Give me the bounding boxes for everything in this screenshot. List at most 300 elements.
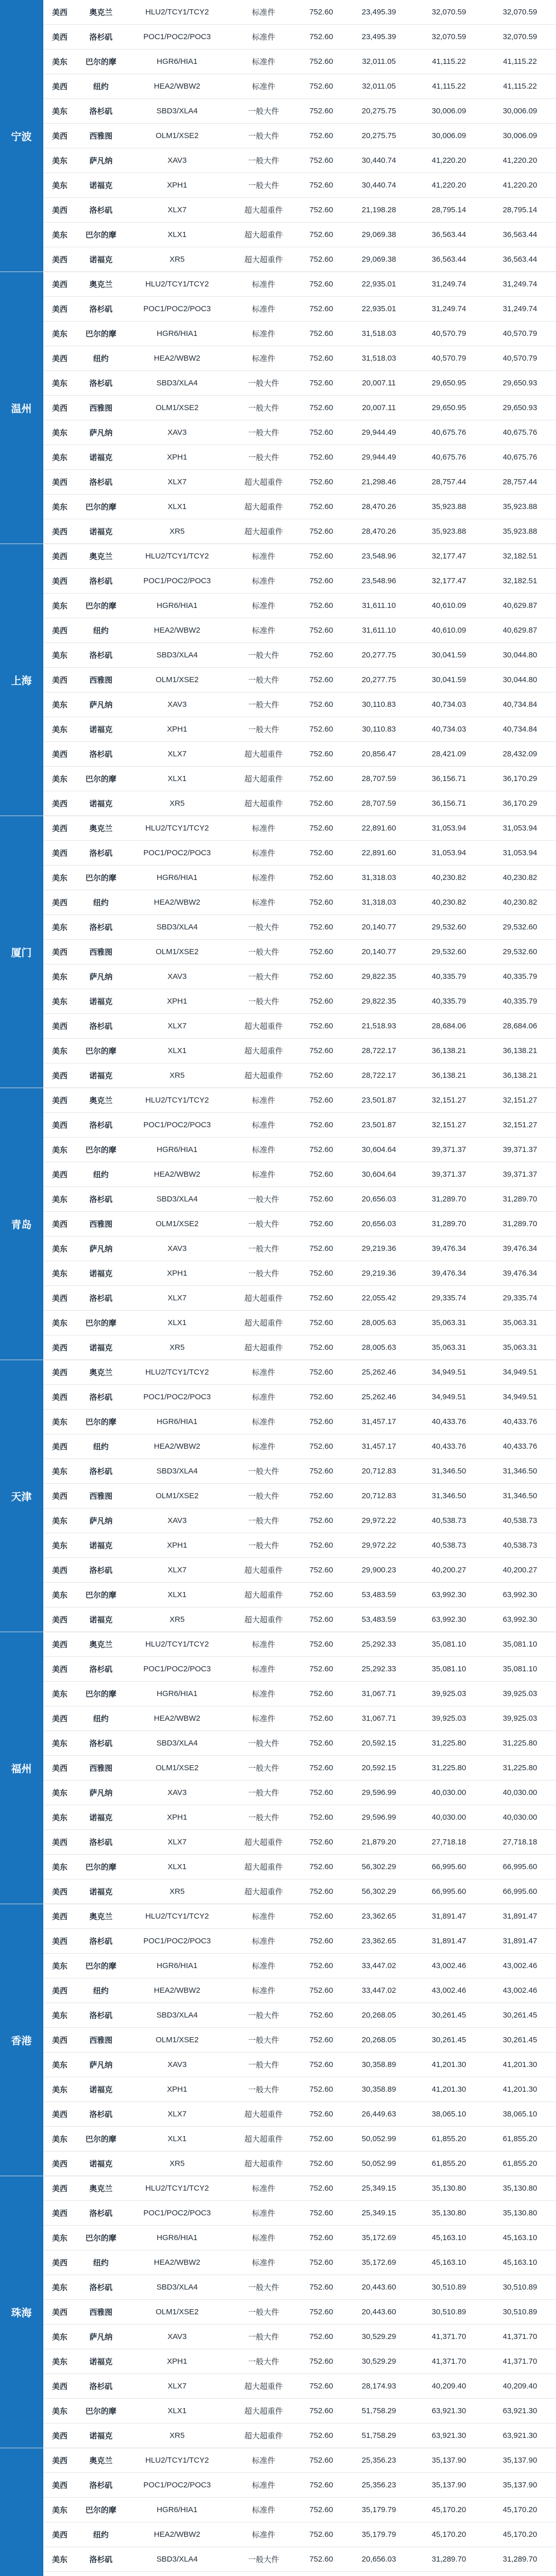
price-cell-3: 40,209.40 xyxy=(502,2382,537,2391)
route-cell: XLX1 xyxy=(167,1318,187,1327)
base-fee-cell: 752.60 xyxy=(309,2258,333,2267)
table-row xyxy=(43,2399,556,2424)
port-cell: 诺福克 xyxy=(89,1616,113,1624)
price-cell-2: 32,151.27 xyxy=(431,1096,466,1105)
price-cell-1: 28,005.63 xyxy=(361,1318,396,1327)
port-cell: 西雅图 xyxy=(89,2308,113,2317)
coast-cell: 美东 xyxy=(51,602,67,611)
price-cell-1: 29,822.35 xyxy=(361,972,396,981)
cargo-type-cell: 标准件 xyxy=(252,899,275,907)
route-cell: OLM1/XSE2 xyxy=(155,131,199,140)
table-row xyxy=(43,1583,556,1607)
price-cell-1: 26,449.63 xyxy=(361,2110,396,2119)
cargo-type-cell: 超大超重件 xyxy=(244,478,283,487)
price-cell-2: 61,855.20 xyxy=(431,2159,466,2168)
table-row xyxy=(43,2498,556,2522)
price-cell-2: 66,995.60 xyxy=(431,1887,466,1896)
base-fee-cell: 752.60 xyxy=(309,1219,333,1228)
base-fee-cell: 752.60 xyxy=(309,82,333,91)
table-row xyxy=(43,2547,556,2572)
table-row xyxy=(43,74,556,99)
base-fee-cell: 752.60 xyxy=(309,2233,333,2242)
base-fee-cell: 752.60 xyxy=(309,2332,333,2341)
price-cell-3: 40,200.27 xyxy=(502,1566,537,1574)
city-group xyxy=(0,1632,556,1904)
table-row xyxy=(43,1187,556,1212)
price-cell-1: 50,052.99 xyxy=(361,2159,396,2168)
price-cell-1: 28,722.17 xyxy=(361,1071,396,1080)
cargo-type-cell: 标准件 xyxy=(252,33,275,42)
price-cell-3: 45,163.10 xyxy=(502,2258,537,2267)
price-cell-3: 35,137.90 xyxy=(502,2481,537,2489)
cargo-type-cell: 一般大件 xyxy=(248,132,279,141)
price-cell-3: 29,650.93 xyxy=(502,403,537,412)
coast-cell: 美西 xyxy=(51,206,67,215)
table-row xyxy=(43,1509,556,1533)
base-fee-cell: 752.60 xyxy=(309,1887,333,1896)
price-cell-2: 31,053.94 xyxy=(431,849,466,857)
table-row xyxy=(43,544,556,569)
route-cell: XLX7 xyxy=(167,1566,187,1574)
cargo-type-cell: 一般大件 xyxy=(248,676,279,685)
coast-cell: 美西 xyxy=(51,1368,67,1377)
price-cell-3: 32,151.27 xyxy=(502,1096,537,1105)
port-cell: 诺福克 xyxy=(89,1814,113,1822)
price-cell-3: 31,053.94 xyxy=(502,849,537,857)
price-cell-2: 40,335.79 xyxy=(431,997,466,1006)
coast-cell: 美东 xyxy=(51,973,67,981)
table-row xyxy=(43,2522,556,2547)
price-cell-3: 63,921.30 xyxy=(502,2431,537,2440)
route-cell: XPH1 xyxy=(167,1541,187,1550)
table-row xyxy=(43,668,556,692)
coast-cell: 美东 xyxy=(51,1195,67,1204)
price-cell-1: 20,712.83 xyxy=(361,1467,396,1476)
table-row xyxy=(43,0,556,25)
cargo-type-cell: 标准件 xyxy=(252,1443,275,1451)
port-cell: 奥克兰 xyxy=(89,552,113,561)
table-row xyxy=(43,1632,556,1657)
port-cell: 洛杉矶 xyxy=(89,1022,113,1031)
coast-cell: 美西 xyxy=(51,1838,67,1847)
base-fee-cell: 752.60 xyxy=(309,8,333,16)
route-cell: HEA2/WBW2 xyxy=(153,2258,200,2267)
price-cell-3: 31,289.70 xyxy=(502,1219,537,1228)
price-cell-2: 40,570.79 xyxy=(431,329,466,338)
base-fee-cell: 752.60 xyxy=(309,1739,333,1748)
cargo-type-cell: 标准件 xyxy=(252,577,275,586)
price-cell-1: 20,277.75 xyxy=(361,675,396,684)
port-cell: 洛杉矶 xyxy=(89,33,113,42)
port-cell: 诺福克 xyxy=(89,2086,113,2094)
route-rows xyxy=(43,816,556,1088)
table-row xyxy=(43,1459,556,1484)
coast-cell: 美东 xyxy=(51,651,67,660)
coast-cell: 美西 xyxy=(51,2036,67,2045)
route-cell: HGR6/HIA1 xyxy=(157,57,198,66)
route-cell: POC1/POC2/POC3 xyxy=(143,1665,211,1673)
price-cell-3: 35,923.88 xyxy=(502,502,537,511)
table-row xyxy=(43,272,556,297)
price-cell-1: 25,292.33 xyxy=(361,1640,396,1649)
price-cell-2: 36,156.71 xyxy=(431,799,466,808)
price-cell-3: 29,650.93 xyxy=(502,379,537,387)
price-cell-2: 30,041.59 xyxy=(431,651,466,659)
base-fee-cell: 752.60 xyxy=(309,206,333,214)
table-row xyxy=(43,2201,556,2226)
table-row xyxy=(43,989,556,1014)
base-fee-cell: 752.60 xyxy=(309,2060,333,2069)
price-cell-2: 63,992.30 xyxy=(431,1615,466,1624)
coast-cell: 美西 xyxy=(51,849,67,858)
table-row xyxy=(43,2028,556,2053)
price-cell-2: 41,201.30 xyxy=(431,2085,466,2094)
price-cell-3: 41,371.70 xyxy=(502,2357,537,2366)
route-cell: POC1/POC2/POC3 xyxy=(143,849,211,857)
price-cell-3: 43,002.46 xyxy=(502,1986,537,1995)
table-row xyxy=(43,49,556,74)
base-fee-cell: 752.60 xyxy=(309,2110,333,2119)
table-row xyxy=(43,371,556,396)
cargo-type-cell: 超大超重件 xyxy=(244,2110,283,2119)
port-cell: 诺福克 xyxy=(89,800,113,808)
coast-cell: 美东 xyxy=(51,1467,67,1476)
port-cell: 萨凡纳 xyxy=(89,429,113,437)
route-cell: SBD3/XLA4 xyxy=(156,1195,198,1204)
cargo-type-cell: 一般大件 xyxy=(248,2283,279,2292)
price-cell-2: 29,650.95 xyxy=(431,403,466,412)
coast-cell: 美东 xyxy=(51,1739,67,1748)
price-cell-3: 30,044.80 xyxy=(502,675,537,684)
route-cell: OLM1/XSE2 xyxy=(155,1219,199,1228)
route-cell: XAV3 xyxy=(167,156,187,165)
route-rows xyxy=(43,1904,556,2176)
table-row xyxy=(43,99,556,124)
port-cell: 西雅图 xyxy=(89,1764,113,1773)
base-fee-cell: 752.60 xyxy=(309,1145,333,1154)
cargo-type-cell: 标准件 xyxy=(252,1937,275,1946)
route-cell: OLM1/XSE2 xyxy=(155,1492,199,1500)
cargo-type-cell: 标准件 xyxy=(252,626,275,635)
table-row xyxy=(43,1385,556,1410)
coast-cell: 美东 xyxy=(51,2555,67,2564)
base-fee-cell: 752.60 xyxy=(309,1318,333,1327)
base-fee-cell: 752.60 xyxy=(309,1096,333,1105)
route-cell: XLX7 xyxy=(167,2382,187,2391)
price-cell-3: 39,925.03 xyxy=(502,1714,537,1723)
route-cell: HEA2/WBW2 xyxy=(153,2530,200,2539)
port-cell: 诺福克 xyxy=(89,2432,113,2441)
price-cell-1: 20,656.03 xyxy=(361,2555,396,2564)
table-row xyxy=(43,1063,556,1088)
port-cell: 洛杉矶 xyxy=(89,923,113,932)
cargo-type-cell: 标准件 xyxy=(252,1096,275,1105)
price-cell-3: 39,371.37 xyxy=(502,1170,537,1179)
port-cell: 奥克兰 xyxy=(89,2456,113,2465)
price-cell-1: 28,470.26 xyxy=(361,502,396,511)
cargo-type-cell: 一般大件 xyxy=(248,379,279,388)
port-cell: 西雅图 xyxy=(89,948,113,957)
table-row xyxy=(43,692,556,717)
price-cell-2: 36,138.21 xyxy=(431,1046,466,1055)
price-cell-3: 32,070.59 xyxy=(502,32,537,41)
price-cell-1: 21,518.93 xyxy=(361,1022,396,1030)
coast-cell: 美西 xyxy=(51,354,67,363)
price-cell-3: 31,891.47 xyxy=(502,1912,537,1921)
price-cell-3: 41,115.22 xyxy=(503,82,537,91)
port-cell: 洛杉矶 xyxy=(89,1838,113,1847)
coast-cell: 美东 xyxy=(51,1517,67,1526)
price-cell-3: 36,170.29 xyxy=(502,799,537,808)
price-cell-3: 61,855.20 xyxy=(502,2159,537,2168)
cargo-type-cell: 标准件 xyxy=(252,1368,275,1377)
cargo-type-cell: 超大超重件 xyxy=(244,256,283,264)
base-fee-cell: 752.60 xyxy=(309,1764,333,1772)
route-cell: HGR6/HIA1 xyxy=(157,1689,198,1698)
cargo-type-cell: 一般大件 xyxy=(248,429,279,437)
price-cell-1: 20,268.05 xyxy=(361,2011,396,2020)
table-row xyxy=(43,1138,556,1162)
price-cell-3: 39,371.37 xyxy=(502,1145,537,1154)
table-row xyxy=(43,866,556,890)
cargo-type-cell: 一般大件 xyxy=(248,2308,279,2317)
price-cell-2: 63,992.30 xyxy=(431,1590,466,1599)
port-cell: 巴尔的摩 xyxy=(85,2234,116,2243)
price-cell-3: 28,684.06 xyxy=(502,1022,537,1030)
coast-cell: 美东 xyxy=(51,2358,67,2366)
price-cell-3: 30,261.45 xyxy=(502,2036,537,2044)
route-cell: XPH1 xyxy=(167,1813,187,1822)
city-group xyxy=(0,816,556,1088)
table-row xyxy=(43,1855,556,1879)
coast-cell: 美东 xyxy=(51,2407,67,2416)
cargo-type-cell: 一般大件 xyxy=(248,2555,279,2564)
coast-cell: 美西 xyxy=(51,132,67,141)
base-fee-cell: 752.60 xyxy=(309,1294,333,1302)
base-fee-cell: 752.60 xyxy=(309,1838,333,1846)
price-cell-3: 34,949.51 xyxy=(502,1368,537,1377)
table-row xyxy=(43,1805,556,1830)
city-group xyxy=(0,2176,556,2448)
base-fee-cell: 752.60 xyxy=(309,2431,333,2440)
table-row xyxy=(43,1978,556,2003)
base-fee-cell: 752.60 xyxy=(309,2209,333,2217)
coast-cell: 美东 xyxy=(51,1269,67,1278)
port-cell: 洛杉矶 xyxy=(89,1665,113,1674)
route-cell: XPH1 xyxy=(167,181,187,190)
table-row xyxy=(43,2226,556,2250)
price-cell-3: 63,992.30 xyxy=(502,1590,537,1599)
route-cell: XLX1 xyxy=(167,2406,187,2415)
price-cell-2: 41,371.70 xyxy=(431,2357,466,2366)
price-cell-3: 30,006.09 xyxy=(502,107,537,115)
table-row xyxy=(43,1830,556,1855)
route-cell: XLX7 xyxy=(167,1022,187,1030)
price-cell-2: 40,335.79 xyxy=(431,972,466,981)
price-cell-3: 40,570.79 xyxy=(502,329,537,338)
price-cell-1: 29,219.36 xyxy=(361,1269,396,1278)
port-cell: 奥克兰 xyxy=(89,1096,113,1105)
coast-cell: 美东 xyxy=(51,725,67,734)
price-cell-2: 29,532.60 xyxy=(431,923,466,931)
port-cell: 洛杉矶 xyxy=(89,2209,113,2218)
coast-cell: 美西 xyxy=(51,552,67,561)
port-cell: 萨凡纳 xyxy=(89,973,113,981)
cargo-type-cell: 超大超重件 xyxy=(244,775,283,784)
price-cell-1: 20,268.05 xyxy=(361,2036,396,2044)
coast-cell: 美东 xyxy=(51,2333,67,2342)
price-cell-3: 31,346.50 xyxy=(502,1467,537,1476)
price-cell-2: 28,684.06 xyxy=(431,1022,466,1030)
price-cell-1: 30,110.83 xyxy=(362,700,396,709)
price-cell-1: 20,592.15 xyxy=(361,1764,396,1772)
route-cell: POC1/POC2/POC3 xyxy=(143,2209,211,2217)
price-cell-2: 36,156.71 xyxy=(431,774,466,783)
coast-cell: 美东 xyxy=(51,1319,67,1328)
route-cell: XLX1 xyxy=(167,1590,187,1599)
base-fee-cell: 752.60 xyxy=(309,403,333,412)
price-cell-1: 25,292.33 xyxy=(361,1665,396,1673)
cargo-type-cell: 超大超重件 xyxy=(244,750,283,759)
route-rows xyxy=(43,0,556,272)
coast-cell: 美西 xyxy=(51,824,67,833)
table-row xyxy=(43,618,556,643)
price-cell-1: 20,712.83 xyxy=(361,1492,396,1500)
price-cell-3: 32,151.27 xyxy=(502,1121,537,1129)
table-row xyxy=(43,2349,556,2374)
cargo-type-cell: 标准件 xyxy=(252,849,275,858)
port-cell: 纽约 xyxy=(93,2259,109,2267)
cargo-type-cell: 超大超重件 xyxy=(244,2160,283,2168)
port-cell: 巴尔的摩 xyxy=(85,1418,116,1427)
coast-cell: 美东 xyxy=(51,1591,67,1600)
price-cell-2: 31,249.74 xyxy=(431,304,466,313)
price-cell-1: 56,302.29 xyxy=(361,1887,396,1896)
port-cell: 诺福克 xyxy=(89,1541,113,1550)
table-row xyxy=(43,1731,556,1756)
port-cell: 诺福克 xyxy=(89,453,113,462)
table-row xyxy=(43,1335,556,1360)
price-cell-2: 39,476.34 xyxy=(431,1244,466,1253)
table-row xyxy=(43,2300,556,2325)
price-cell-1: 30,110.83 xyxy=(362,725,396,734)
base-fee-cell: 752.60 xyxy=(309,1368,333,1377)
cargo-type-cell: 一般大件 xyxy=(248,1220,279,1229)
table-row xyxy=(43,519,556,544)
port-cell: 洛杉矶 xyxy=(89,1566,113,1575)
city-label: 天津 xyxy=(0,1360,43,1632)
base-fee-cell: 752.60 xyxy=(309,2308,333,2316)
price-cell-2: 63,921.30 xyxy=(431,2431,466,2440)
price-cell-2: 31,225.80 xyxy=(431,1739,466,1748)
port-cell: 洛杉矶 xyxy=(89,577,113,586)
table-row xyxy=(43,1879,556,1904)
cargo-type-cell: 超大超重件 xyxy=(244,2432,283,2441)
base-fee-cell: 752.60 xyxy=(309,1714,333,1723)
route-cell: HGR6/HIA1 xyxy=(157,601,198,610)
table-row xyxy=(43,173,556,198)
table-row xyxy=(43,1558,556,1583)
coast-cell: 美东 xyxy=(51,58,67,66)
port-cell: 奥克兰 xyxy=(89,824,113,833)
cargo-type-cell: 超大超重件 xyxy=(244,1022,283,1031)
port-cell: 巴尔的摩 xyxy=(85,1146,116,1155)
base-fee-cell: 752.60 xyxy=(309,379,333,387)
price-cell-1: 20,007.11 xyxy=(362,379,396,387)
port-cell: 洛杉矶 xyxy=(89,1121,113,1130)
price-cell-2: 35,063.31 xyxy=(431,1343,466,1352)
city-label xyxy=(0,2448,43,2576)
table-row xyxy=(43,2003,556,2028)
cargo-type-cell: 标准件 xyxy=(252,1690,275,1699)
price-cell-1: 29,900.23 xyxy=(361,1566,396,1574)
route-cell: XAV3 xyxy=(167,2332,187,2341)
table-row xyxy=(43,2127,556,2151)
route-cell: XLX1 xyxy=(167,230,187,239)
price-cell-1: 22,935.01 xyxy=(361,304,396,313)
price-cell-1: 28,005.63 xyxy=(361,1343,396,1352)
price-cell-2: 31,289.70 xyxy=(431,2555,466,2564)
cargo-type-cell: 超大超重件 xyxy=(244,2382,283,2391)
port-cell: 诺福克 xyxy=(89,1344,113,1352)
port-cell: 洛杉矶 xyxy=(89,478,113,487)
price-cell-1: 20,592.15 xyxy=(361,1739,396,1748)
route-cell: HGR6/HIA1 xyxy=(157,1417,198,1426)
cargo-type-cell: 标准件 xyxy=(252,1665,275,1674)
route-cell: XR5 xyxy=(169,2431,185,2440)
table-row xyxy=(43,1682,556,1706)
route-cell: HEA2/WBW2 xyxy=(153,1714,200,1723)
price-cell-3: 32,182.51 xyxy=(502,552,537,561)
route-cell: XAV3 xyxy=(167,700,187,709)
coast-cell: 美西 xyxy=(51,800,67,808)
price-cell-2: 27,718.18 xyxy=(431,1838,466,1846)
table-row xyxy=(43,2448,556,2473)
price-cell-2: 63,921.30 xyxy=(431,2406,466,2415)
price-cell-1: 23,501.87 xyxy=(361,1121,396,1129)
cargo-type-cell: 标准件 xyxy=(252,305,275,314)
cargo-type-cell: 一般大件 xyxy=(248,651,279,660)
coast-cell: 美西 xyxy=(51,1443,67,1451)
table-row xyxy=(43,890,556,915)
table-row xyxy=(43,1954,556,1978)
table-row xyxy=(43,495,556,519)
cargo-type-cell: 一般大件 xyxy=(248,1245,279,1253)
port-cell: 诺福克 xyxy=(89,1269,113,1278)
price-cell-3: 63,921.30 xyxy=(502,2406,537,2415)
price-cell-3: 40,335.79 xyxy=(502,972,537,981)
coast-cell: 美西 xyxy=(51,1492,67,1501)
base-fee-cell: 752.60 xyxy=(309,898,333,907)
base-fee-cell: 752.60 xyxy=(309,1467,333,1476)
route-cell: XLX1 xyxy=(167,502,187,511)
table-row xyxy=(43,2473,556,2498)
price-cell-3: 30,510.89 xyxy=(502,2308,537,2316)
route-cell: XPH1 xyxy=(167,2085,187,2094)
coast-cell: 美西 xyxy=(51,478,67,487)
base-fee-cell: 752.60 xyxy=(309,1269,333,1278)
table-row xyxy=(43,1706,556,1731)
price-cell-2: 43,002.46 xyxy=(431,1986,466,1995)
price-cell-3: 34,949.51 xyxy=(502,1393,537,1401)
price-cell-1: 23,362.65 xyxy=(361,1912,396,1921)
base-fee-cell: 752.60 xyxy=(309,552,333,561)
base-fee-cell: 752.60 xyxy=(309,1640,333,1649)
price-cell-1: 20,275.75 xyxy=(361,107,396,115)
coast-cell: 美西 xyxy=(51,2481,67,2490)
table-row xyxy=(43,1261,556,1286)
base-fee-cell: 752.60 xyxy=(309,32,333,41)
